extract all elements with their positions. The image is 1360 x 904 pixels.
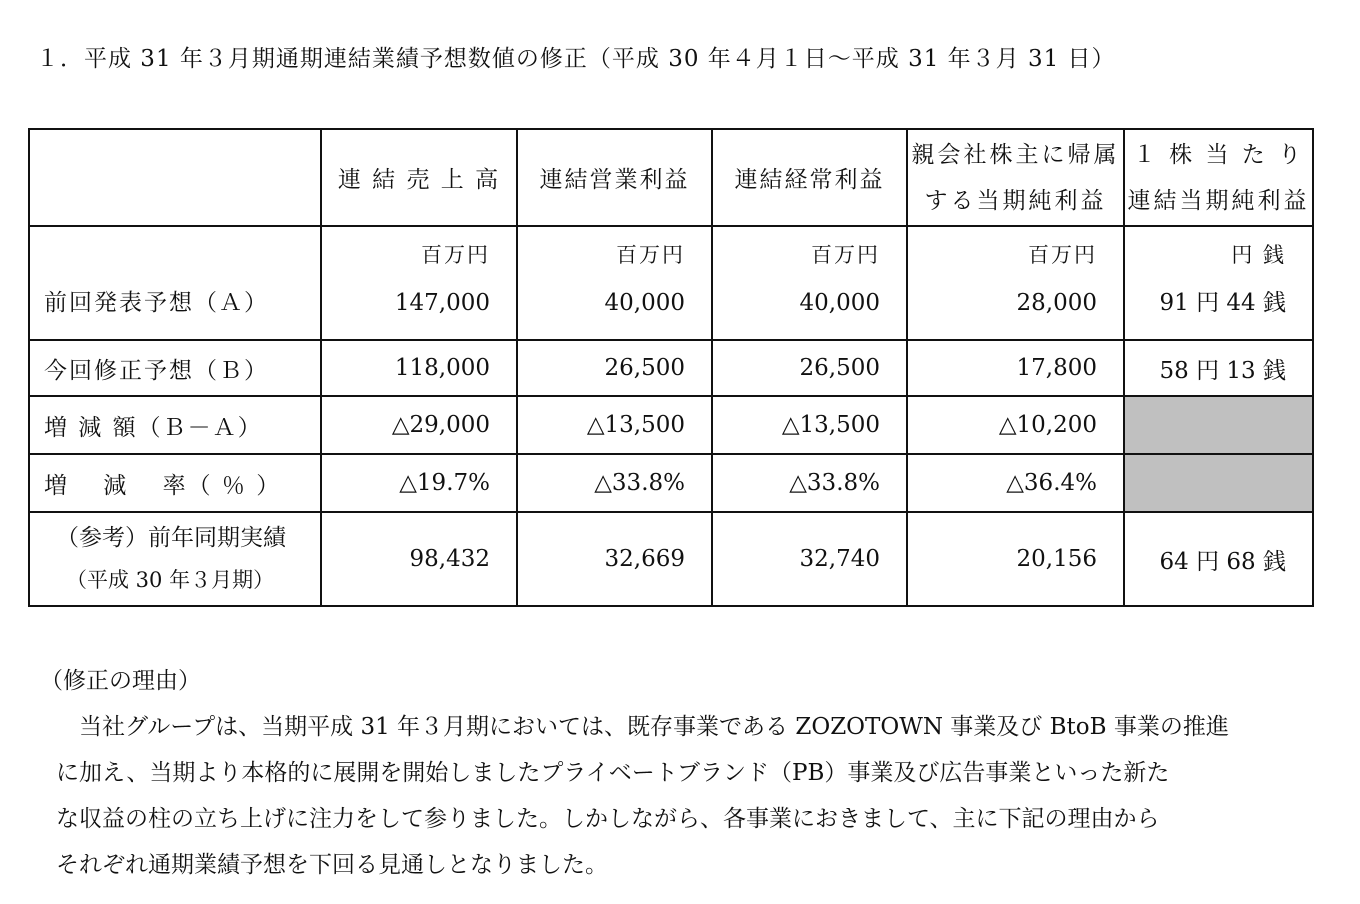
row-label-prior-year-line2: （平成 30 年３月期） — [66, 568, 275, 592]
header-net-sales: 連 結 売 上 高 — [321, 129, 517, 226]
unit-label: 百万円 — [616, 243, 685, 267]
cell-revised-net-sales: 118,000 — [321, 340, 517, 396]
cell-previous-net-income — [907, 226, 1124, 340]
cell-rate-eps-shaded — [1124, 454, 1313, 512]
row-label-change-amount: 増 減 額（Ｂ－Ａ） — [29, 396, 321, 454]
header-eps-line2: 連結当期純利益 — [1127, 187, 1310, 214]
row-label-text: 前回発表予想（Ａ） — [44, 290, 269, 316]
header-eps-line1: １ 株 当 た り — [1132, 141, 1305, 168]
table-row-revised-forecast — [29, 340, 1313, 396]
unit-label: 百万円 — [1028, 243, 1097, 267]
value: 28,000 — [1016, 290, 1097, 316]
cell-revised-ordinary: 26,500 — [712, 340, 907, 396]
reason-line-2: に加え、当期より本格的に展開を開始しましたプライベートブランド（PB）事業及び広告事業といった新た — [56, 760, 1170, 786]
cell-rate-net-income: △36.4% — [907, 454, 1124, 512]
cell-change-net-income: △10,200 — [907, 396, 1124, 454]
header-row — [29, 129, 1313, 226]
unit-label: 百万円 — [811, 243, 880, 267]
header-net-income-line2: する当期純利益 — [924, 187, 1107, 214]
cell-previous-net-sales — [321, 226, 517, 340]
row-label-change-rate: 増 減 率（ ％ ） — [29, 454, 321, 512]
cell-revised-net-income: 17,800 — [907, 340, 1124, 396]
table-row-previous-forecast — [29, 226, 1313, 340]
header-eps — [1124, 129, 1313, 226]
cell-previous-eps — [1124, 226, 1313, 340]
unit-label: 円 銭 — [1231, 243, 1286, 267]
header-net-income — [907, 129, 1124, 226]
cell-prior-ordinary: 32,740 — [712, 512, 907, 606]
cell-previous-operating — [517, 226, 712, 340]
cell-change-net-sales: △29,000 — [321, 396, 517, 454]
table-row-change-rate — [29, 454, 1313, 512]
cell-change-ordinary: △13,500 — [712, 396, 907, 454]
row-label-previous-forecast — [29, 226, 321, 340]
cell-prior-operating: 32,669 — [517, 512, 712, 606]
table-row-prior-year — [29, 512, 1313, 606]
cell-change-operating: △13,500 — [517, 396, 712, 454]
cell-previous-ordinary — [712, 226, 907, 340]
cell-prior-net-sales: 98,432 — [321, 512, 517, 606]
cell-revised-operating: 26,500 — [517, 340, 712, 396]
cell-rate-operating: △33.8% — [517, 454, 712, 512]
cell-prior-net-income: 20,156 — [907, 512, 1124, 606]
reason-line-3: な収益の柱の立ち上げに注力をして参りました。しかしながら、各事業におきまして、主に下記の理由から — [56, 806, 1160, 832]
value: 147,000 — [394, 290, 490, 316]
header-empty-cell — [29, 129, 321, 226]
reason-line-1: 当社グループは、当期平成 31 年３月期においては、既存事業である ZOZOTOWN 事業及び BtoB 事業の推進 — [56, 714, 1229, 740]
cell-change-eps-shaded — [1124, 396, 1313, 454]
cell-revised-eps: 58 円 13 銭 — [1124, 340, 1313, 396]
forecast-table — [28, 128, 1314, 607]
header-operating-income: 連結営業利益 — [517, 129, 712, 226]
cell-prior-eps: 64 円 68 銭 — [1124, 512, 1313, 606]
value: 40,000 — [604, 290, 685, 316]
table-row-change-amount — [29, 396, 1313, 454]
unit-label: 百万円 — [421, 243, 490, 267]
row-label-prior-year — [29, 512, 321, 606]
reason-body — [56, 704, 1336, 888]
row-label-revised-forecast: 今回修正予想（Ｂ） — [29, 340, 321, 396]
cell-rate-net-sales: △19.7% — [321, 454, 517, 512]
header-ordinary-income: 連結経常利益 — [712, 129, 907, 226]
section-heading: １．平成 31 年３月期通期連結業績予想数値の修正（平成 30 年４月１日～平成 31 年３月 31 日） — [36, 46, 1116, 72]
value: 40,000 — [799, 290, 880, 316]
row-label-prior-year-line1: （参考）前年同期実績 — [56, 525, 286, 551]
reason-title: （修正の理由） — [40, 668, 201, 694]
cell-rate-ordinary: △33.8% — [712, 454, 907, 512]
reason-line-4: それぞれ通期業績予想を下回る見通しとなりました。 — [56, 852, 608, 878]
value: 91 円 44 銭 — [1159, 290, 1286, 316]
header-net-income-line1: 親会社株主に帰属 — [911, 141, 1120, 168]
